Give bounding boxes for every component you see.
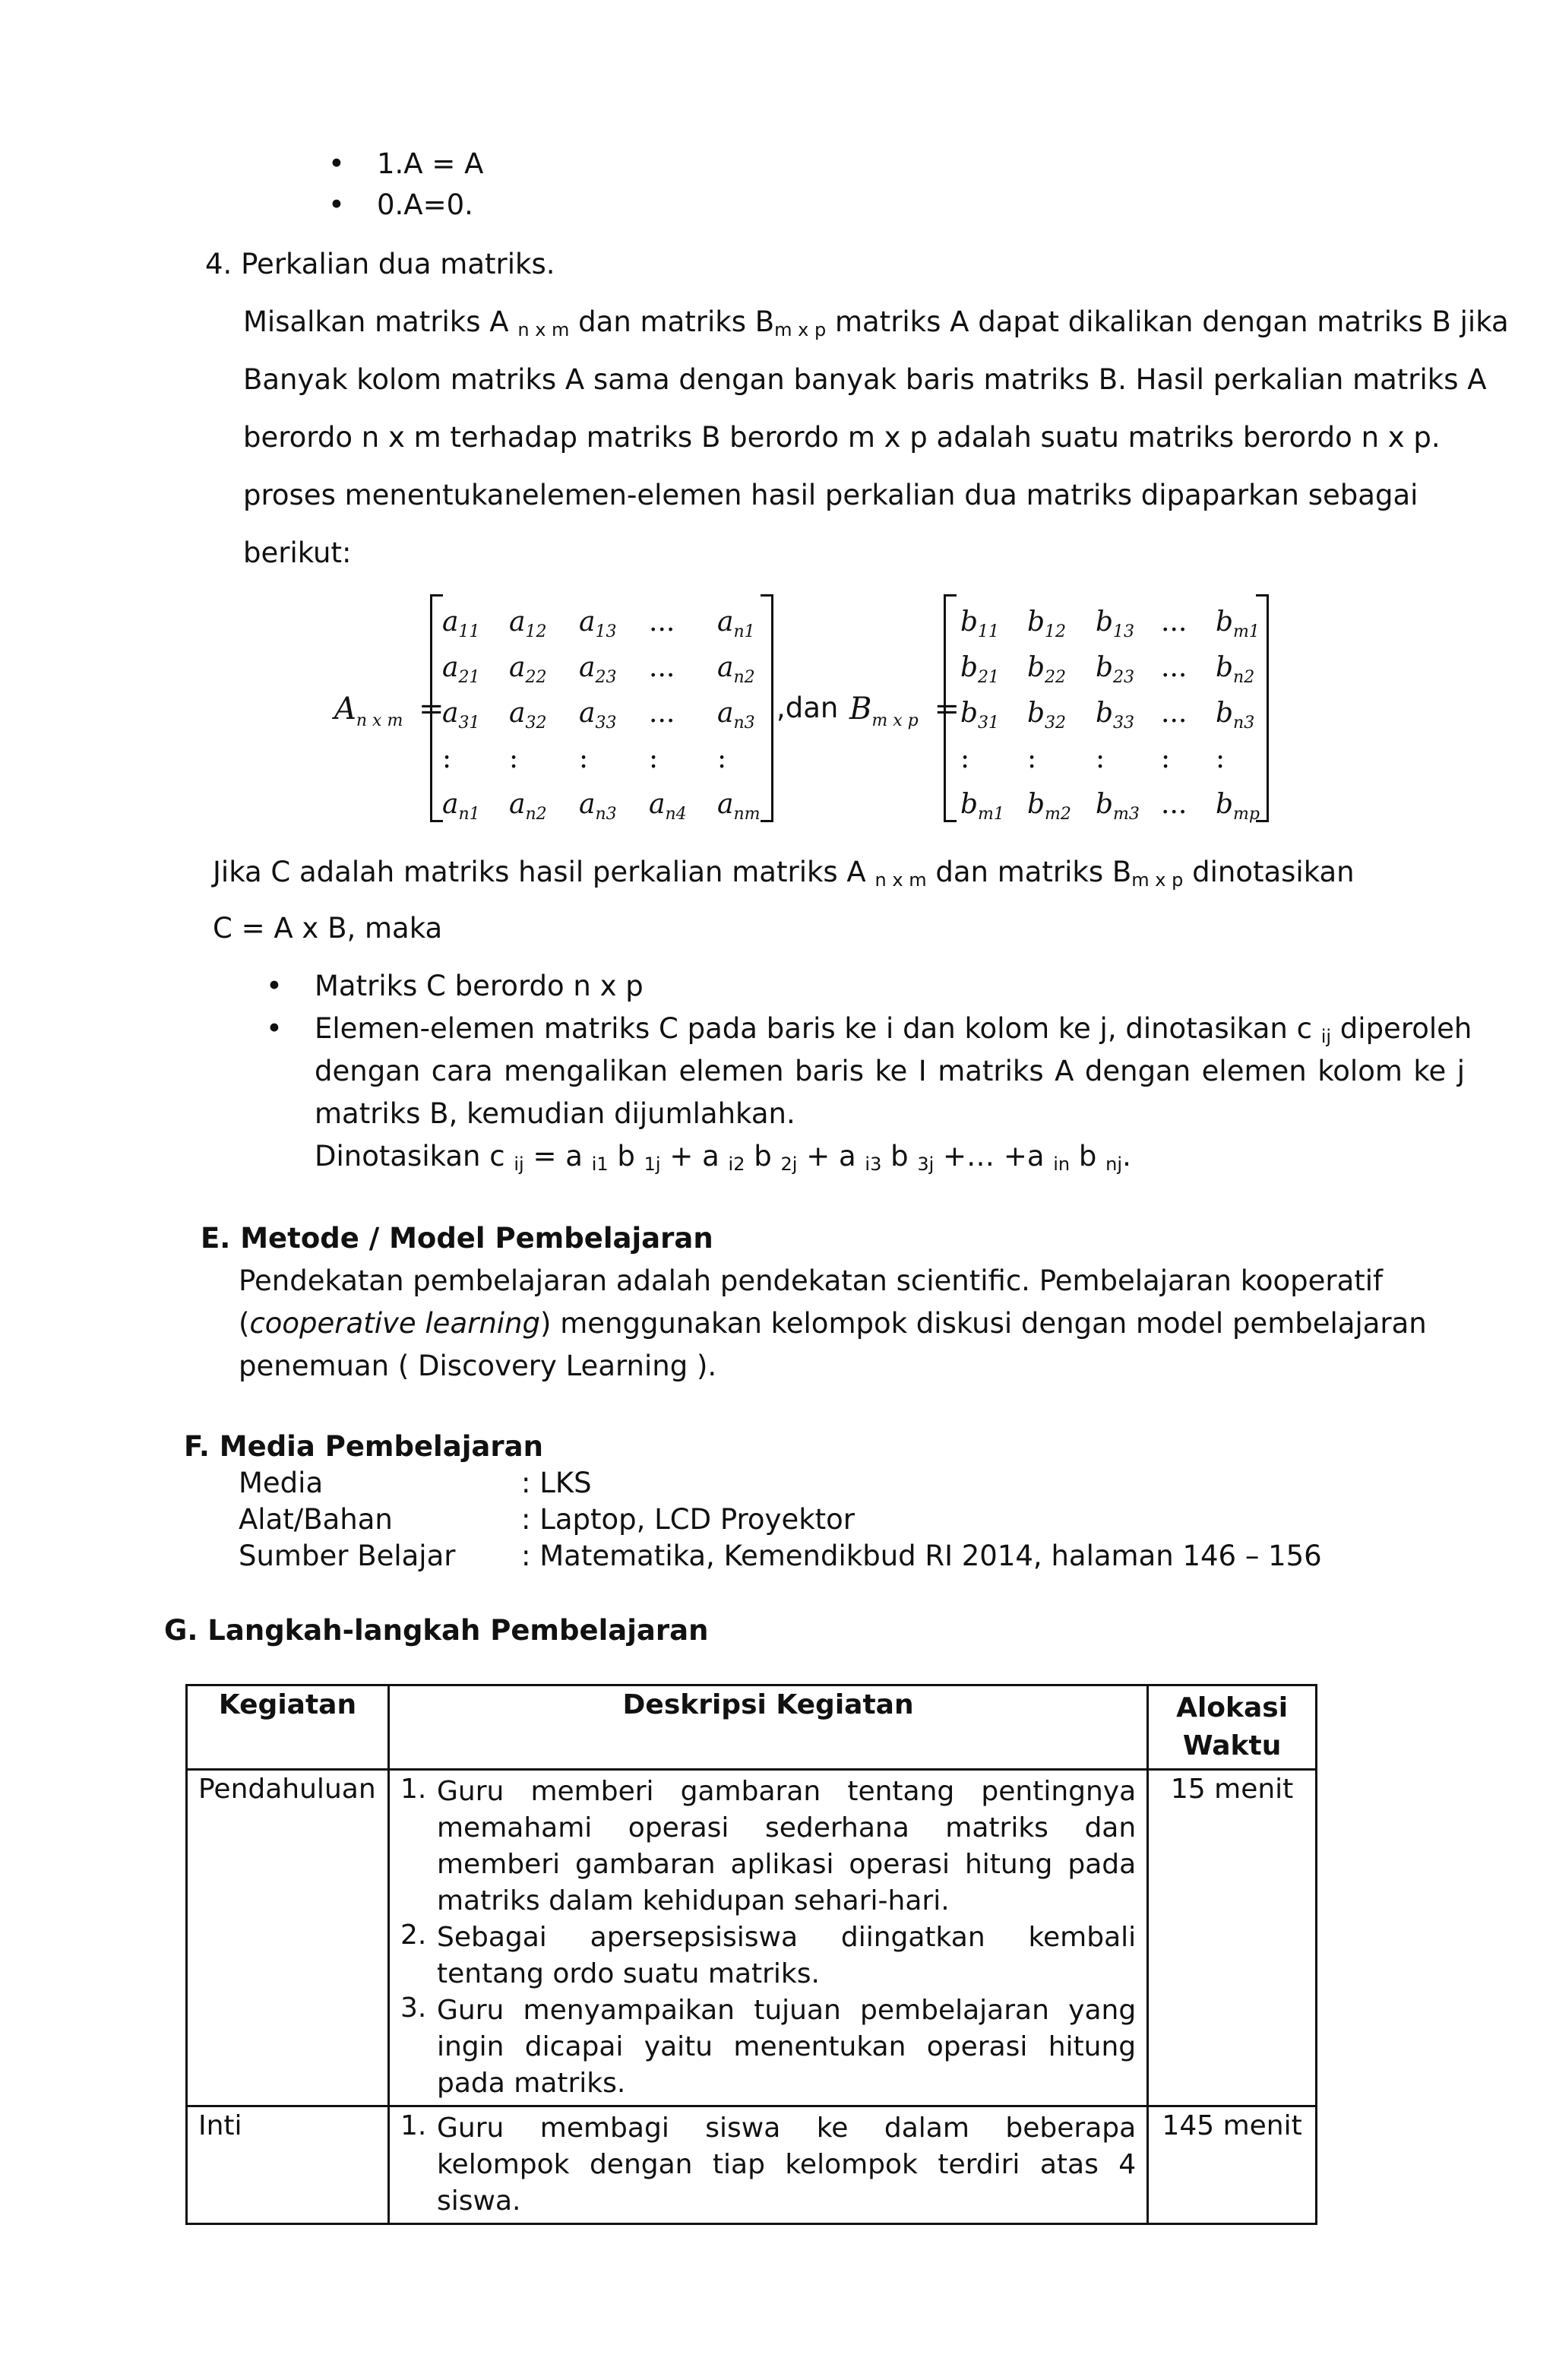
header-alokasi: Alokasi Waktu (1148, 1685, 1317, 1770)
matrix-a-label: $A_{n x m}$ = (334, 692, 444, 730)
row-inti-kegiatan: Inti (187, 2106, 389, 2224)
matrix-b-cell-r5-c1: $b_{m1}$ (960, 789, 1004, 824)
matrix-a-right-bracket (761, 594, 773, 822)
list-item: 1. Guru memberi gambaran tentang pentingnya memahami operasi sederhana matriks dan memberi gambaran aplikasi operasi hitung pada matriks dalam kehidupan sehari-hari. (400, 1774, 1137, 1916)
section-4-line-3: berordo n x m terhadap matriks B berordo m x p adalah suatu matriks berordo n x p. (243, 421, 1441, 454)
matrix-b (944, 594, 1269, 822)
matrix-a-cell-r5-c2: $a_{n2}$ (509, 789, 547, 824)
matrix-b-cell-r1-c3: $b_{13}$ (1096, 606, 1135, 642)
matrix-b-cell-r1-c2: $b_{12}$ (1027, 606, 1067, 642)
matrix-a-cell-r3-c2: $a_{32}$ (509, 698, 547, 733)
matrix-b-cell-r2-c1: $b_{21}$ (960, 652, 1000, 688)
section-4-line-1: Misalkan matriks A $_{n x m}$ dan matriks $B_{m x p}$ matriks A dapat dikalikan dengan matriks B jika (243, 305, 1509, 340)
matrix-a-cell-r5-c1: $a_{n1}$ (442, 789, 480, 824)
matrix-b-label: $B_{m x p}$ = (849, 692, 960, 730)
sumber-row-label: Sumber Belajar (239, 1540, 456, 1572)
media-row-label: Media (239, 1467, 324, 1499)
row-pendahuluan-kegiatan: Pendahuluan (187, 1770, 389, 2106)
list-item: 2. Sebagai apersepsisiswa diingatkan kembali tentang ordo suatu matriks. (400, 1920, 1137, 1989)
matrix-b-cell-r3-c2: $b_{32}$ (1027, 698, 1067, 733)
matrix-b-cell-r5-c3: $b_{m3}$ (1096, 789, 1140, 824)
matrix-a-cell-r2-c3: $a_{23}$ (579, 652, 617, 688)
matrix-a-cell-r1-c2: $a_{12}$ (509, 606, 547, 642)
matrix-a-cell-r1-c4: ... (649, 606, 675, 638)
section-4-line-4: proses menentukanelemen-elemen hasil perkalian dua matriks dipaparkan sebagai (243, 479, 1418, 511)
matrix-b-cell-r2-c2: $b_{22}$ (1027, 652, 1067, 688)
matrix-a-cell-r4-c1: : (442, 743, 452, 774)
header-kegiatan: Kegiatan (187, 1685, 389, 1770)
list-item: 3. Guru menyampaikan tujuan pembelajaran yang ingin dicapai yaitu menentukan operasi hitung pada matriks. (400, 1992, 1137, 2099)
list-item: 1. Guru membagi siswa ke dalam beberapa kelompok dengan tiap kelompok terdiri atas 4 siswa. (400, 2110, 1137, 2217)
matrix-b-cell-r3-c1: $b_{31}$ (960, 698, 1000, 733)
matrix-b-cell-r4-c4: : (1161, 743, 1171, 774)
notation-formula: Dinotasikan c $_{ij}$ = a $_{i1}$ b $_{1j}$ + a $_{i2}$ b $_{2j}$ + a $_{i3}$ b $_{3j}$ +… +a $_{in}$ b $_{nj}$. (315, 1140, 1131, 1175)
matrix-a-cell-r1-c5: $a_{n1}$ (717, 606, 755, 642)
section-4-line-2: Banyak kolom matriks A sama dengan banyak baris matriks B. Hasil perkalian matriks A (243, 363, 1487, 396)
matrix-b-cell-r1-c1: $b_{11}$ (960, 606, 1000, 642)
header-deskripsi: Deskripsi Kegiatan (388, 1685, 1147, 1770)
matrix-a-cell-r4-c3: : (579, 743, 589, 774)
matrix-b-cell-r5-c2: $b_{m2}$ (1027, 789, 1071, 824)
section-f-title: F. Media Pembelajaran (184, 1430, 543, 1463)
section-e-line-3: penemuan ( Discovery Learning ). (239, 1350, 717, 1382)
matrix-a-cell-r5-c5: $a_{nm}$ (717, 789, 761, 824)
bullet-zero: • 0.A=0. (377, 188, 473, 221)
dan-connector: ,dan (776, 692, 839, 724)
matrix-b-cell-r3-c5: $b_{n3}$ (1216, 698, 1255, 733)
matrix-a-cell-r4-c2: : (509, 743, 519, 774)
media-row-value: : LKS (521, 1467, 592, 1499)
matrix-a-cell-r5-c4: $a_{n4}$ (649, 789, 687, 824)
matrix-a-cell-r3-c4: ... (649, 698, 675, 729)
result-bullet-elements-line-3: matriks B, kemudian dijumlahkan. (315, 1097, 795, 1130)
matrix-b-cell-r4-c1: : (960, 743, 970, 774)
section-e-line-1: Pendekatan pembelajaran adalah pendekatan scientific. Pembelajaran kooperatif (239, 1264, 1384, 1297)
learning-steps-table (185, 1684, 1317, 2225)
matrix-b-cell-r4-c5: : (1216, 743, 1226, 774)
matrix-a-left-bracket (430, 594, 443, 822)
section-4-line-5: berikut: (243, 536, 352, 569)
matrix-a-cell-r3-c5: $a_{n3}$ (717, 698, 755, 733)
row-inti-waktu: 145 menit (1148, 2106, 1317, 2224)
table-row (187, 1770, 1317, 2106)
matrix-a-cell-r2-c5: $a_{n2}$ (717, 652, 755, 688)
sumber-row-value: : Matematika, Kemendikbud RI 2014, halaman 146 – 156 (521, 1540, 1322, 1572)
row-pendahuluan-waktu: 15 menit (1148, 1770, 1317, 2106)
result-bullet-order: • Matriks C berordo n x p (315, 970, 644, 1002)
table-header-row (187, 1685, 1317, 1770)
section-4-title: 4. Perkalian dua matriks. (205, 248, 555, 280)
matrix-b-cell-r1-c4: ... (1161, 606, 1188, 638)
matrix-b-cell-r5-c4: ... (1161, 789, 1188, 820)
matrix-b-cell-r4-c2: : (1027, 743, 1037, 774)
matrix-a-cell-r2-c1: $a_{21}$ (442, 652, 480, 688)
matrix-b-left-bracket (944, 594, 957, 822)
section-g-title: G. Langkah-langkah Pembelajaran (164, 1614, 709, 1647)
matrix-b-cell-r2-c4: ... (1161, 652, 1188, 683)
matrix-a-cell-r2-c2: $a_{22}$ (509, 652, 547, 688)
table-row (187, 2106, 1317, 2224)
alat-row-value: : Laptop, LCD Proyektor (521, 1503, 855, 1536)
matrix-b-cell-r4-c3: : (1096, 743, 1105, 774)
matrix-a-cell-r1-c3: $a_{13}$ (579, 606, 617, 642)
matrix-b-cell-r2-c5: $b_{n2}$ (1216, 652, 1255, 688)
matrix-a-cell-r2-c4: ... (649, 652, 675, 683)
matrix-b-cell-r2-c3: $b_{23}$ (1096, 652, 1135, 688)
matrix-b-cell-r5-c5: $b_{mp}$ (1216, 789, 1260, 824)
row-pendahuluan-deskripsi (388, 1770, 1147, 2106)
matrix-a-cell-r1-c1: $a_{11}$ (442, 606, 480, 642)
result-line-2: C = A x B, maka (213, 912, 443, 945)
matrix-b-cell-r3-c4: ... (1161, 698, 1188, 729)
matrix-b-cell-r1-c5: $b_{m1}$ (1216, 606, 1260, 642)
matrix-a-cell-r3-c1: $a_{31}$ (442, 698, 480, 733)
result-bullet-elements-line-2: dengan cara mengalikan elemen baris ke I matriks A dengan elemen kolom ke j (315, 1055, 1465, 1087)
matrix-a-cell-r5-c3: $a_{n3}$ (579, 789, 617, 824)
row-inti-deskripsi (388, 2106, 1147, 2224)
section-e-line-2: (cooperative learning) menggunakan kelompok diskusi dengan model pembelajaran (239, 1307, 1427, 1340)
matrix-a (430, 594, 773, 822)
section-e-title: E. Metode / Model Pembelajaran (201, 1222, 713, 1255)
result-bullet-elements: • Elemen-elemen matriks C pada baris ke i dan kolom ke j, dinotasikan c $_{ij}$ diperoleh (315, 1012, 1472, 1047)
matrix-a-cell-r4-c4: : (649, 743, 659, 774)
alat-row-label: Alat/Bahan (239, 1503, 393, 1536)
matrix-a-cell-r4-c5: : (717, 743, 727, 774)
matrix-a-cell-r3-c3: $a_{33}$ (579, 698, 617, 733)
bullet-identity: • 1.A = A (377, 147, 483, 180)
matrix-b-cell-r3-c3: $b_{33}$ (1096, 698, 1135, 733)
result-line-1: Jika C adalah matriks hasil perkalian matriks A $_{n x m}$ dan matriks $B_{m x p}$ dinotasikan (213, 856, 1355, 891)
